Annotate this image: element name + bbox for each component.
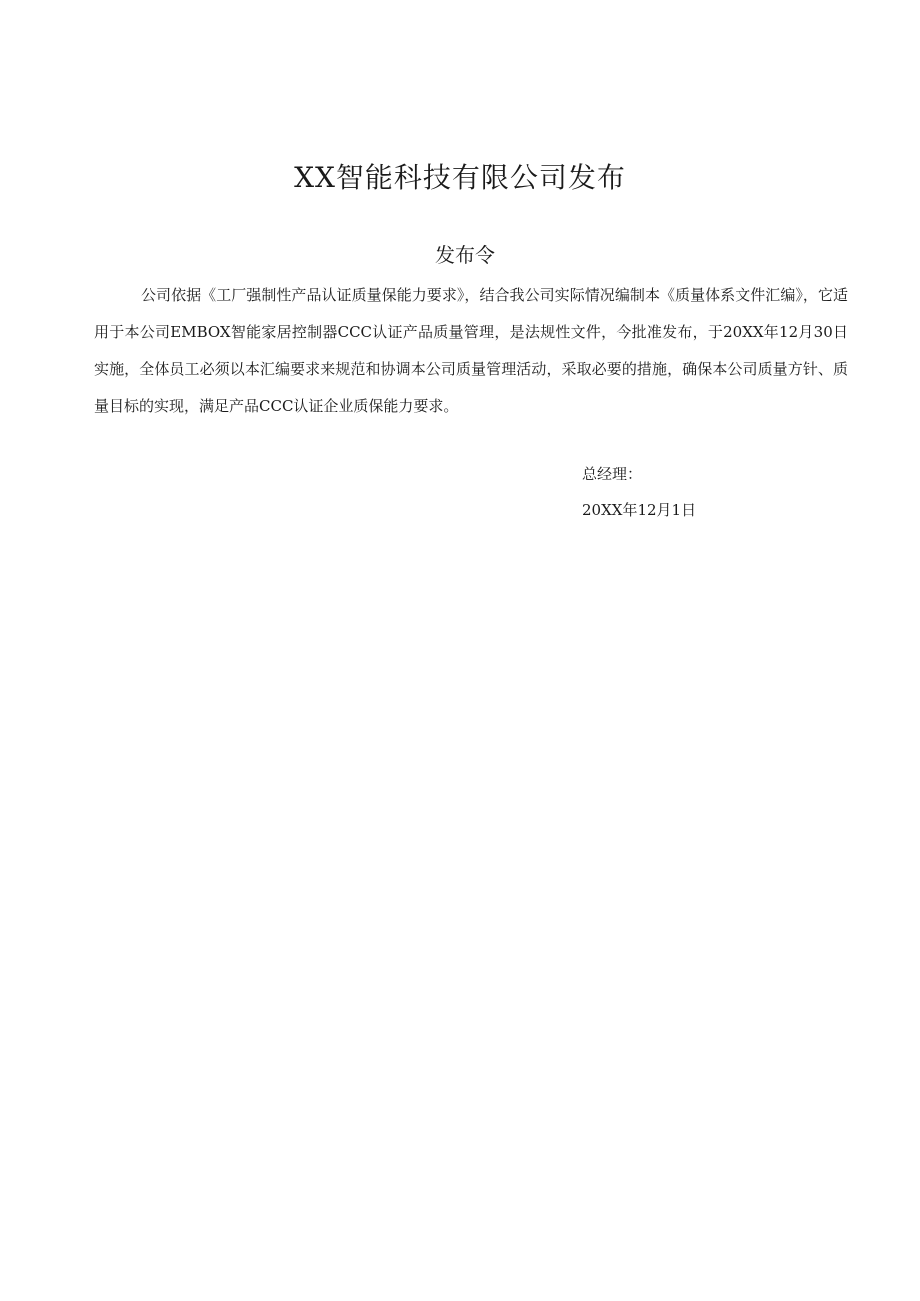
body-paragraph: 公司依据《工厂强制性产品认证质量保能力要求》，结合我公司实际情况编制本《质量体系文件汇编》，它适用于本公司EMBOX智能家居控制器CCC认证产品质量管理，是法规性文件，今批准发布，于20XX年12月30日实施，全体员工必须以本汇编要求来规范和协调本公司质量管理活动，采取必要的措施，确保本公司质量方针、质量目标的实现，满足产品CCC认证企业质保能力要求。 <box>94 286 848 415</box>
document-title: XX智能科技有限公司发布 <box>294 161 626 194</box>
signer-date: 20XX年12月1日 <box>582 501 697 519</box>
document-subtitle: 发布令 <box>435 243 495 267</box>
signer-label: 总经理： <box>582 465 643 483</box>
